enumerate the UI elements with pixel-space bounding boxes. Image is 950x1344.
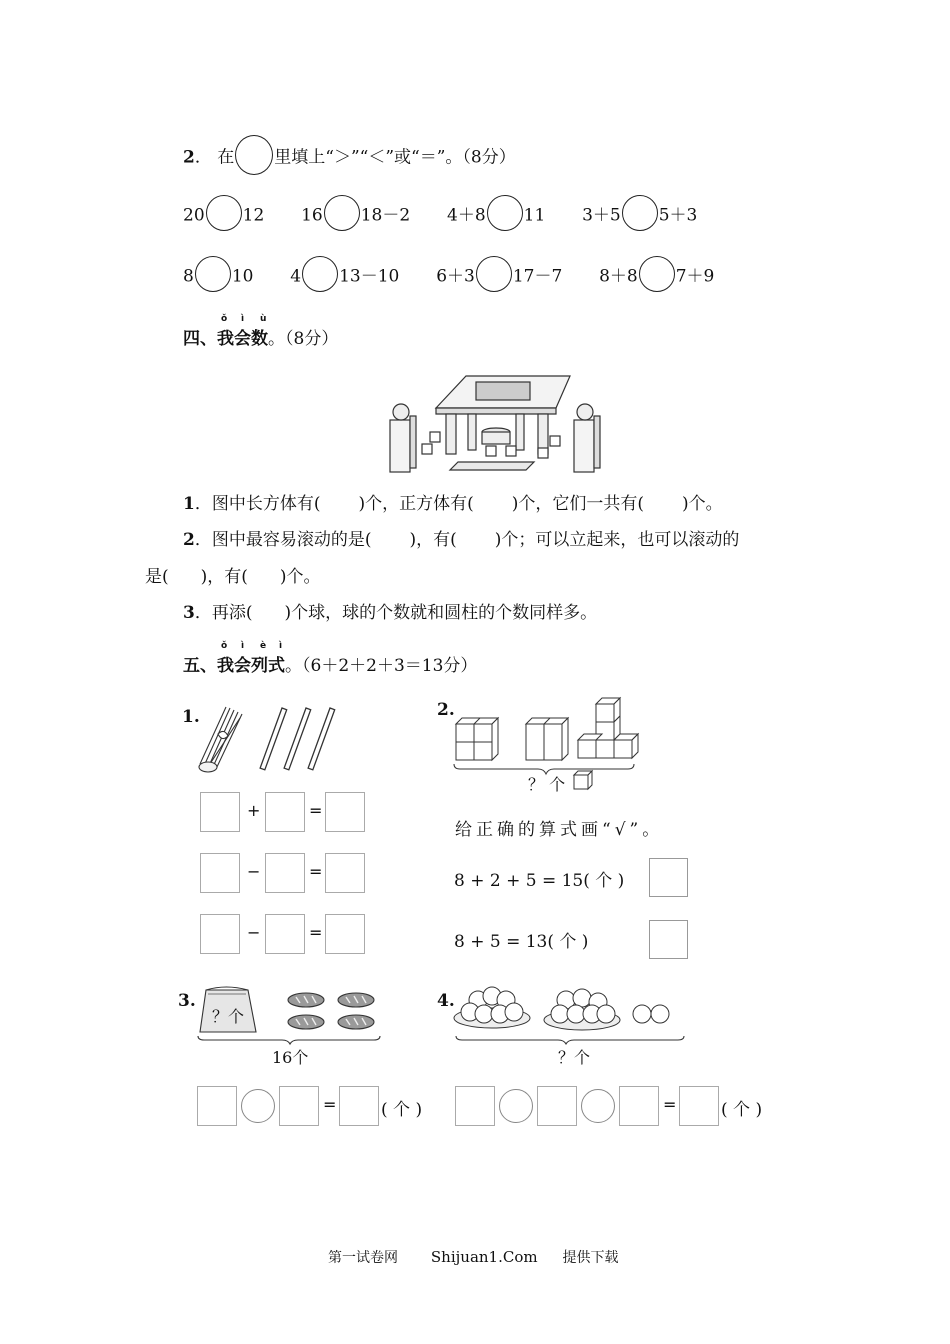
pinyin: è (260, 641, 267, 651)
footer (328, 1247, 619, 1267)
p3-num: 3. (178, 991, 196, 1011)
q-text: )个球，球的个数就和圆柱的个数同样多。 (284, 603, 598, 623)
q-text: )，有( (200, 567, 248, 587)
check-box[interactable] (649, 920, 688, 959)
operator-circle[interactable] (499, 1089, 533, 1123)
q2-term: 10 (231, 266, 254, 287)
compare-circle-sample (235, 135, 273, 175)
q-text: )个。 (682, 494, 723, 514)
pinyin: ì (241, 641, 245, 651)
compare-circle[interactable] (302, 256, 338, 292)
plus-sign: + (247, 801, 261, 820)
answer-box[interactable] (325, 853, 365, 893)
pinyin: ǒ (221, 641, 228, 651)
q-num: 3 (183, 603, 195, 623)
q2-term: 13－10 (339, 266, 400, 287)
pinyin: ì (279, 641, 283, 651)
q2-term: 12 (242, 205, 265, 226)
answer-box[interactable] (265, 853, 305, 893)
q2-term: 8＋8 (599, 266, 638, 287)
compare-circle[interactable] (639, 256, 675, 292)
footer-left: 第一试卷网 (328, 1250, 398, 1266)
q-text: )个；可以立起来，也可以滚动的 (494, 530, 740, 550)
equals-sign: = (323, 1095, 337, 1114)
stick-bundle-illustration (196, 704, 246, 774)
sec4-header (183, 314, 339, 349)
peach-plates-illustration (452, 984, 692, 1046)
pinyin: ù (260, 314, 267, 324)
answer-box[interactable] (197, 1086, 237, 1126)
check-box[interactable] (649, 858, 688, 897)
q2-row2 (183, 259, 714, 295)
q-num: 2 (183, 530, 195, 550)
q2-term: 20 (183, 205, 205, 226)
q2-term: 4 (290, 266, 302, 287)
compare-circle[interactable] (476, 256, 512, 292)
answer-box[interactable] (265, 792, 305, 832)
compare-circle[interactable] (487, 195, 523, 231)
compare-circle[interactable] (195, 256, 231, 292)
single-sticks-illustration (266, 708, 346, 770)
equals-sign: = (663, 1095, 677, 1114)
answer-box[interactable] (679, 1086, 719, 1126)
sec5-header (183, 641, 478, 676)
answer-box[interactable] (325, 792, 365, 832)
operator-circle[interactable] (241, 1089, 275, 1123)
equals-sign: = (309, 862, 323, 881)
q2-term: 16 (301, 205, 323, 226)
q2-term: 4＋8 (447, 205, 486, 226)
minus-sign: − (247, 923, 261, 942)
answer-box[interactable] (325, 914, 365, 954)
q2-term: 6＋3 (436, 266, 475, 287)
answer-box[interactable] (279, 1086, 319, 1126)
q2-term: 8 (183, 266, 194, 287)
sec4-q2-cont (145, 562, 321, 587)
unit-label: ( 个 ) (721, 1100, 763, 1120)
q2-term: 17－7 (512, 266, 563, 287)
p2-instruction: 给正确的算式画“√”。 (455, 820, 664, 840)
p3-brace-label: 16个 (272, 1048, 309, 1067)
compare-circle[interactable] (622, 195, 658, 231)
sec5-end: 。（6＋2＋2＋3＝13分） (285, 656, 478, 676)
equals-sign: = (309, 801, 323, 820)
q2-term: 7＋9 (675, 266, 715, 287)
answer-box[interactable] (200, 914, 240, 954)
q2-term: 11 (523, 205, 546, 226)
equals-sign: = (309, 923, 323, 942)
footer-site[interactable]: Shijuan1.Com (430, 1248, 538, 1266)
answer-box[interactable] (537, 1086, 577, 1126)
q2-prefix: 在 (217, 147, 235, 168)
q2-term: 18－2 (360, 205, 411, 226)
p2-brace-label: ？ 个 (528, 775, 566, 794)
solid-shapes-illustration (388, 372, 603, 477)
sec5-label: 五、 (183, 656, 217, 676)
sec4-title: 我会数 (217, 329, 268, 349)
p2-equation-2: 8 + 5 = 13( 个 ) (454, 932, 589, 952)
sec5-title: 我会列式 (217, 656, 285, 676)
sec4-end: 。（8分） (268, 329, 339, 349)
q-text: )个，正方体有( (358, 494, 474, 514)
sec4-q3: 3．再添( )个球，球的个数就和圆柱的个数同样多。 (183, 603, 598, 623)
sec4-q1: 1．图中长方体有( )个，正方体有( )个，它们一共有( )个。 (183, 494, 723, 514)
q-num: 1 (183, 494, 195, 514)
q-text: 是( (145, 567, 169, 587)
minus-sign: − (247, 862, 261, 881)
bag-label: ？个 (212, 1007, 245, 1026)
q-text: )个。 (279, 567, 321, 587)
operator-circle[interactable] (581, 1089, 615, 1123)
answer-box[interactable] (265, 914, 305, 954)
answer-box[interactable] (200, 792, 240, 832)
q-text: 图中最容易滚动的是( (211, 530, 372, 550)
q-text: 图中长方体有( (211, 494, 321, 514)
answer-box[interactable] (455, 1086, 495, 1126)
p4-brace-label: ？个 (558, 1048, 591, 1067)
pinyin: ì (241, 314, 245, 324)
sec4-q2: 2．图中最容易滚动的是( )，有( )个；可以立起来，也可以滚动的 (183, 530, 740, 550)
unit-label: ( 个 ) (381, 1100, 423, 1120)
answer-box[interactable] (339, 1086, 379, 1126)
q2-term: 5＋3 (658, 205, 698, 226)
q-text: )个，它们一共有( (511, 494, 645, 514)
p4-num: 4. (437, 991, 455, 1011)
pinyin: ǒ (221, 314, 228, 324)
answer-box[interactable] (200, 853, 240, 893)
q2-term: 3＋5 (582, 205, 621, 226)
answer-box[interactable] (619, 1086, 659, 1126)
footer-right: 提供下载 (562, 1250, 619, 1266)
p2-num: 2. (437, 700, 455, 720)
compare-circle[interactable] (324, 195, 360, 231)
p2-equation-1: 8 + 2 + 5 = 15( 个 ) (454, 871, 625, 891)
q2-row1 (183, 198, 697, 234)
q2-header: 2． 在 里填上“＞”“＜”或“＝”。（8分） (183, 138, 516, 178)
q-text: )，有( (409, 530, 457, 550)
q2-num: 2 (183, 147, 195, 168)
p1-num: 1. (182, 707, 200, 727)
q2-suffix: 里填上“＞”“＜”或“＝”。（8分） (274, 147, 516, 168)
compare-circle[interactable] (206, 195, 242, 231)
sec4-label: 四、 (183, 329, 217, 349)
q-text: 再添( (211, 603, 253, 623)
